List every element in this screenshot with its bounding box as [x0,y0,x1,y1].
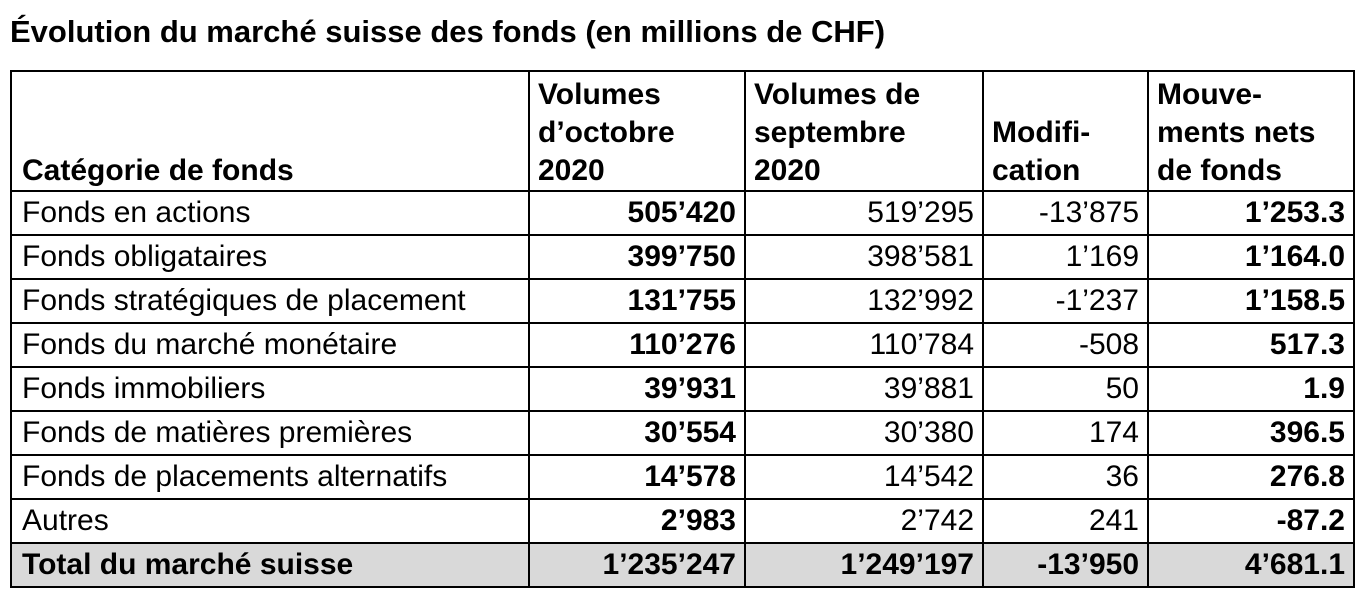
cell-change: 241 [983,499,1148,543]
table-row [11,367,1354,411]
header-line: Volumes de [754,78,921,111]
cell-sep-volume: 110’784 [745,323,983,367]
table-row [11,499,1354,543]
cell-category: Fonds en actions [11,191,529,235]
cell-change: 1’169 [983,235,1148,279]
cell-category: Fonds obligataires [11,235,529,279]
header-line: cation [992,154,1081,187]
header-line: septembre [754,116,906,149]
table-row [11,455,1354,499]
header-sep-volume [745,71,983,191]
cell-oct-volume: 39’931 [529,367,745,411]
cell-category: Fonds du marché monétaire [11,323,529,367]
cell-category: Fonds de placements alternatifs [11,455,529,499]
header-line: 2020 [754,154,821,187]
cell-change: 174 [983,411,1148,455]
header-line: Volumes [538,78,661,111]
table-row [11,235,1354,279]
cell-oct-volume: 2’983 [529,499,745,543]
cell-sep-volume: 39’881 [745,367,983,411]
cell-oct-volume: 30’554 [529,411,745,455]
header-line: d’octobre [538,116,675,149]
header-oct-volume [529,71,745,191]
cell-net-flows: -87.2 [1148,499,1354,543]
cell-oct-volume: 131’755 [529,279,745,323]
cell-oct-volume: 110’276 [529,323,745,367]
cell-sep-volume: 398’581 [745,235,983,279]
total-row [11,543,1354,587]
cell-net-flows: 1’164.0 [1148,235,1354,279]
cell-change: -13’875 [983,191,1148,235]
header-line: Catégorie de fonds [22,154,294,187]
cell-oct-volume: 505’420 [529,191,745,235]
header-line: ments nets [1157,116,1316,149]
cell-sep-volume: 519’295 [745,191,983,235]
table-row [11,191,1354,235]
cell-net-flows: 517.3 [1148,323,1354,367]
cell-net-flows: 396.5 [1148,411,1354,455]
cell-change: -508 [983,323,1148,367]
table-row [11,279,1354,323]
cell-sep-volume: 1’249’197 [745,543,983,587]
cell-category: Fonds de matières premières [11,411,529,455]
cell-net-flows: 1.9 [1148,367,1354,411]
cell-oct-volume: 14’578 [529,455,745,499]
cell-net-flows: 1’253.3 [1148,191,1354,235]
header-line: de fonds [1157,154,1282,187]
header-net-flows [1148,71,1354,191]
cell-oct-volume: 399’750 [529,235,745,279]
cell-category: Total du marché suisse [11,543,529,587]
fund-market-table [10,70,1355,588]
table-row [11,323,1354,367]
page-title: Évolution du marché suisse des fonds (en millions de CHF) [10,14,886,49]
cell-change: -13’950 [983,543,1148,587]
cell-net-flows: 1’158.5 [1148,279,1354,323]
cell-sep-volume: 30’380 [745,411,983,455]
cell-sep-volume: 132’992 [745,279,983,323]
cell-change: 50 [983,367,1148,411]
table-row [11,411,1354,455]
cell-net-flows: 276.8 [1148,455,1354,499]
header-category [11,71,529,191]
cell-sep-volume: 2’742 [745,499,983,543]
cell-net-flows: 4’681.1 [1148,543,1354,587]
header-line: Mouve- [1157,78,1262,111]
cell-category: Fonds immobiliers [11,367,529,411]
cell-change: -1’237 [983,279,1148,323]
header-change [983,71,1148,191]
cell-sep-volume: 14’542 [745,455,983,499]
cell-change: 36 [983,455,1148,499]
table-header-row [11,71,1354,191]
cell-category: Autres [11,499,529,543]
header-line: 2020 [538,154,605,187]
cell-category: Fonds stratégiques de placement [11,279,529,323]
header-line: Modifi- [992,116,1091,149]
cell-oct-volume: 1’235’247 [529,543,745,587]
